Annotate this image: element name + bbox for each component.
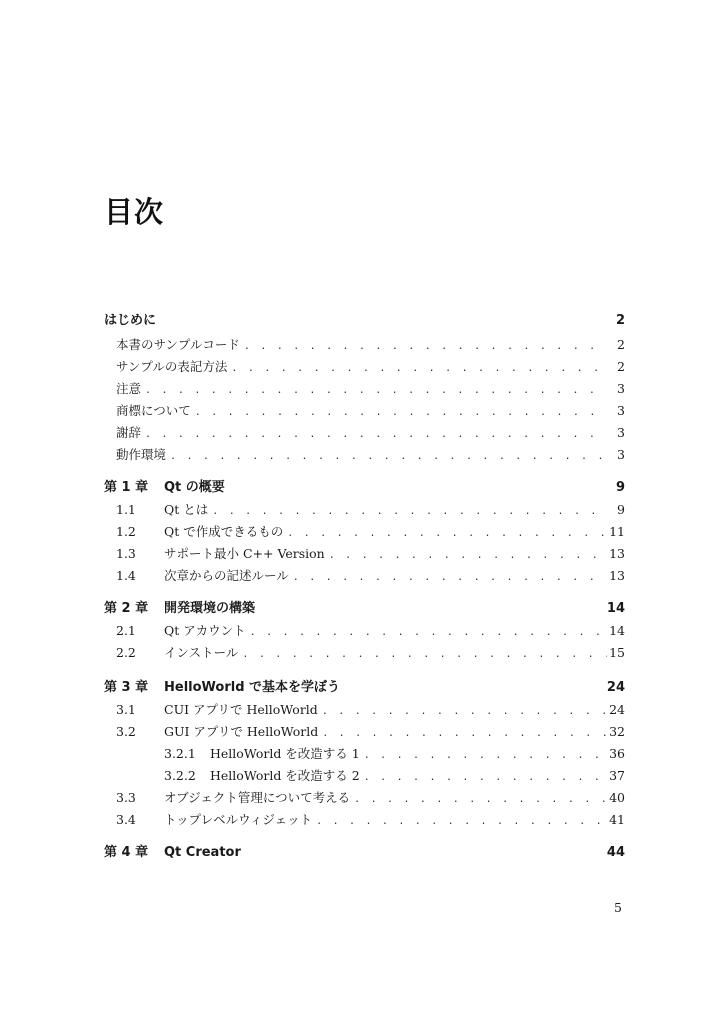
toc-entry-row[interactable]: [104, 642, 625, 664]
toc-label: Qt とは: [164, 502, 209, 517]
toc-number: 3.4: [116, 812, 136, 827]
toc-label: HelloWorld を改造する 2: [210, 768, 360, 783]
dot-leader: [360, 767, 607, 789]
toc-entry-row[interactable]: [104, 620, 625, 642]
toc-page-number: 13: [609, 568, 625, 583]
toc-number: 1.2: [116, 524, 136, 539]
toc-label: 商標について: [116, 403, 191, 418]
toc-entry-row[interactable]: [104, 378, 625, 400]
dot-leader: [318, 723, 607, 745]
toc-number: 2.1: [116, 623, 136, 638]
toc-chapter-row[interactable]: [104, 677, 625, 699]
toc-label: はじめに: [104, 313, 157, 328]
toc-page-number: 13: [609, 546, 625, 561]
toc-page-number: 9: [615, 480, 625, 495]
toc-page-number: 44: [606, 845, 625, 860]
toc-entry-row[interactable]: [104, 356, 625, 378]
dot-leader: [238, 644, 607, 666]
toc-label: トップレベルウィジェット: [164, 812, 313, 827]
dot-leader: [227, 358, 607, 380]
dot-leader: [350, 789, 607, 811]
toc-number: 3.2.1: [164, 746, 196, 761]
dot-leader: [312, 811, 607, 833]
toc-label: サンプルの表記方法: [116, 359, 228, 374]
toc-page-number: 2: [617, 359, 625, 374]
dot-leader: [360, 745, 607, 767]
toc-entry-row[interactable]: [104, 765, 625, 787]
toc-label: GUI アプリで HelloWorld: [164, 724, 319, 739]
toc-page-number: 41: [609, 812, 625, 827]
toc-label: Qt の概要: [164, 480, 225, 495]
toc-number: 1.1: [116, 502, 136, 517]
toc-entry-row[interactable]: [104, 400, 625, 422]
toc-number: 3.1: [116, 702, 136, 717]
toc-page-number: 24: [606, 680, 625, 695]
toc-number: 第 4 章: [104, 845, 149, 860]
toc-label: HelloWorld で基本を学ぼう: [164, 680, 341, 695]
toc-entry-row[interactable]: [104, 444, 625, 466]
toc-chapter-row[interactable]: [104, 598, 625, 620]
toc-number: 第 3 章: [104, 680, 149, 695]
page-number: 5: [614, 900, 622, 915]
toc-label: 開発環境の構築: [164, 601, 256, 616]
dot-leader: [191, 402, 607, 424]
toc-number: 3.3: [116, 790, 136, 805]
toc-number: 3.2.2: [164, 768, 196, 783]
toc-page-number: 2: [615, 313, 625, 328]
toc-label: 動作環境: [116, 447, 167, 462]
toc-label: Qt で作成できるもの: [164, 524, 284, 539]
toc-number: 2.2: [116, 645, 136, 660]
dot-leader: [283, 523, 607, 545]
toc-entry-row[interactable]: [104, 721, 625, 743]
toc-label: HelloWorld を改造する 1: [210, 746, 360, 761]
toc-page-number: 14: [609, 623, 625, 638]
toc-label: Qt アカウント: [164, 623, 246, 638]
page-title: 目次: [104, 195, 165, 229]
toc-page-number: 9: [617, 502, 625, 517]
toc-label: サポート最小 C++ Version: [164, 546, 325, 561]
toc-page-number: 36: [609, 746, 625, 761]
toc-entry-row[interactable]: [104, 334, 625, 356]
toc-label: 謝辞: [116, 425, 142, 440]
dot-leader: [141, 380, 607, 402]
toc-number: 1.3: [116, 546, 136, 561]
toc-number: 1.4: [116, 568, 136, 583]
toc-entry-row[interactable]: [104, 422, 625, 444]
toc-page-number: 14: [606, 601, 625, 616]
dot-leader: [325, 545, 607, 567]
toc-chapter-row[interactable]: [104, 842, 625, 864]
toc-page-number: 32: [609, 724, 625, 739]
toc-page-number: 3: [617, 403, 625, 418]
toc-page-number: 24: [609, 702, 625, 717]
toc-entry-row[interactable]: [104, 543, 625, 565]
toc-page-number: 40: [609, 790, 625, 805]
toc-entry-row[interactable]: [104, 565, 625, 587]
dot-leader: [318, 701, 607, 723]
dot-leader: [246, 622, 607, 644]
toc-entry-row[interactable]: [104, 699, 625, 721]
toc-page-number: 15: [609, 645, 625, 660]
dot-leader: [166, 446, 607, 468]
toc-page-number: 2: [617, 337, 625, 352]
toc-entry-row[interactable]: [104, 499, 625, 521]
toc-number: 第 1 章: [104, 480, 149, 495]
toc-entry-row[interactable]: [104, 787, 625, 809]
toc-chapter-row[interactable]: [104, 477, 625, 499]
toc-label: 注意: [116, 381, 142, 396]
toc-label: Qt Creator: [164, 845, 241, 860]
toc-number: 第 2 章: [104, 601, 149, 616]
toc-page-number: 3: [617, 425, 625, 440]
toc-page-number: 3: [617, 447, 625, 462]
toc-entry-row[interactable]: [104, 521, 625, 543]
dot-leader: [141, 424, 607, 446]
dot-leader: [240, 336, 607, 358]
toc-label: インストール: [164, 645, 239, 660]
toc-entry-row[interactable]: [104, 743, 625, 765]
toc-label: CUI アプリで HelloWorld: [164, 702, 318, 717]
toc-label: 次章からの記述ルール: [164, 568, 289, 583]
toc-entry-row[interactable]: [104, 809, 625, 831]
toc-chapter-row[interactable]: [104, 310, 625, 332]
toc-page-number: 3: [617, 381, 625, 396]
toc-number: 3.2: [116, 724, 136, 739]
toc-page-number: 37: [609, 768, 625, 783]
toc-label: 本書のサンプルコード: [116, 337, 240, 352]
dot-leader: [289, 567, 607, 589]
dot-leader: [208, 501, 607, 523]
toc-label: オブジェクト管理について考える: [164, 790, 351, 805]
toc-page-number: 11: [609, 524, 625, 539]
